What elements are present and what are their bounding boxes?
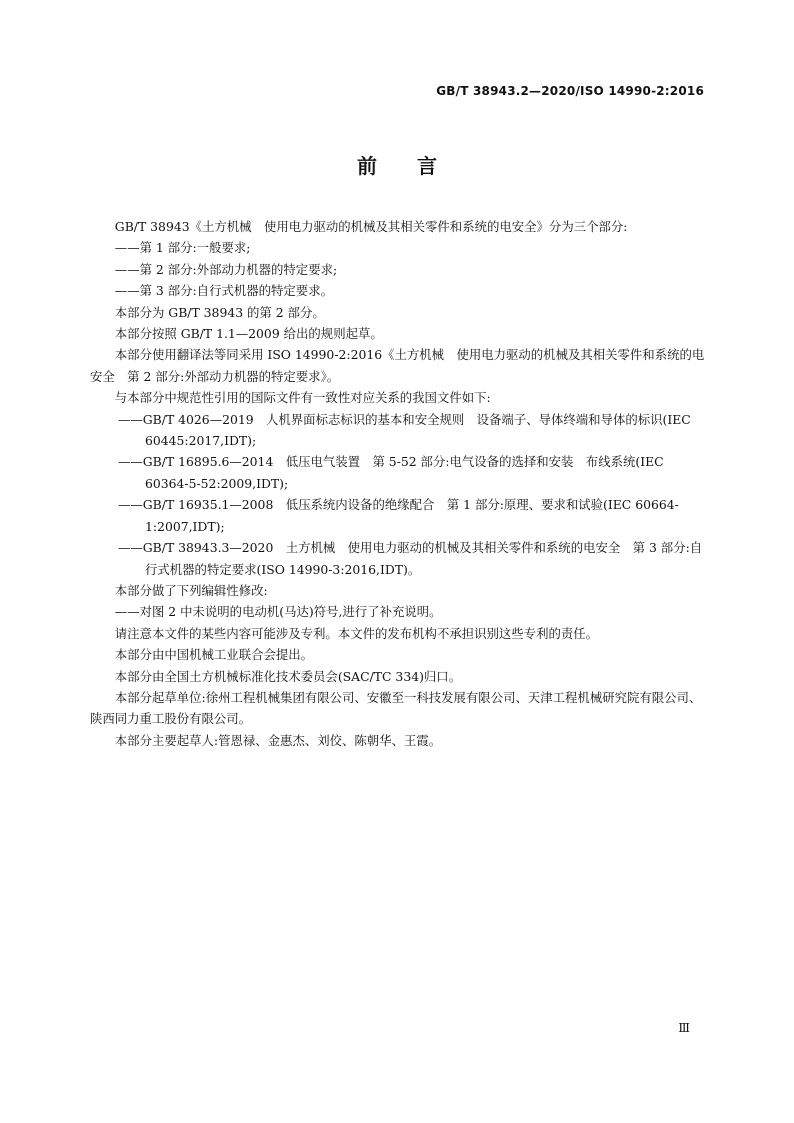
paragraph: 请注意本文件的某些内容可能涉及专利。本文件的发布机构不承担识别这些专利的责任。 [114, 625, 599, 641]
paragraph: 本部分做了下列编辑性修改: [114, 582, 268, 598]
title-char-right: 言 [417, 154, 437, 178]
foreword-body [90, 216, 705, 751]
paragraph: 本部分起草单位:徐州工程机械集团有限公司、安徽至一科技发展有限公司、天津工程机械研究院有限公司、陕西同力重工股份有限公司。 [90, 689, 702, 727]
paragraph: 本部分由全国土方机械标准化技术委员会(SAC/TC 334)归口。 [114, 668, 462, 684]
paragraph: 本部分为 GB/T 38943 的第 2 部分。 [114, 304, 325, 320]
reference-item: ——GB/T 16895.6—2014 低压电气装置 第 5-52 部分:电气设备的选择和安装 布线系统(IEC 60364-5-52:2009,IDT); [118, 454, 664, 491]
paragraph: 本部分主要起草人:管恩禄、金惠杰、刘佼、陈朝华、王霞。 [114, 732, 442, 748]
paragraph: 本部分使用翻译法等同采用 ISO 14990-2:2016《土方机械 使用电力驱动的机械及其相关零件和系统的电安全 第 2 部分:外部动力机器的特定要求》。 [90, 347, 705, 384]
list-item: ——对图 2 中未说明的电动机(马达)符号,进行了补充说明。 [114, 604, 442, 620]
reference-item: ——GB/T 16935.1—2008 低压系统内设备的绝缘配合 第 1 部分:原理、要求和试验(IEC 60664-1:2007,IDT); [118, 497, 679, 534]
list-item: ——第 3 部分:自行式机器的特定要求。 [114, 283, 333, 299]
reference-item: ——GB/T 4026—2019 人机界面标志标识的基本和安全规则 设备端子、导体终端和导体的标识(IEC 60445:2017,IDT); [118, 411, 691, 449]
list-item: ——第 2 部分:外部动力机器的特定要求; [114, 261, 338, 277]
reference-item: ——GB/T 38943.3—2020 土方机械 使用电力驱动的机械及其相关零件和系统的电安全 第 3 部分:自行式机器的特定要求(ISO 14990-3:2016,IDT)。 [118, 540, 703, 577]
page-title [0, 150, 794, 179]
paragraph: 本部分按照 GB/T 1.1—2009 给出的规则起草。 [114, 326, 383, 342]
page-number: Ⅲ [678, 1021, 690, 1035]
standard-number-header: GB/T 38943.2—2020/ISO 14990-2:2016 [436, 84, 704, 98]
title-char-left: 前 [357, 154, 377, 178]
paragraph: 与本部分中规范性引用的国际文件有一致性对应关系的我国文件如下: [114, 390, 491, 406]
paragraph: GB/T 38943《土方机械 使用电力驱动的机械及其相关零件和系统的电安全》分为三个部分: [114, 219, 628, 234]
list-item: ——第 1 部分:一般要求; [114, 240, 251, 256]
paragraph: 本部分由中国机械工业联合会提出。 [114, 647, 314, 663]
